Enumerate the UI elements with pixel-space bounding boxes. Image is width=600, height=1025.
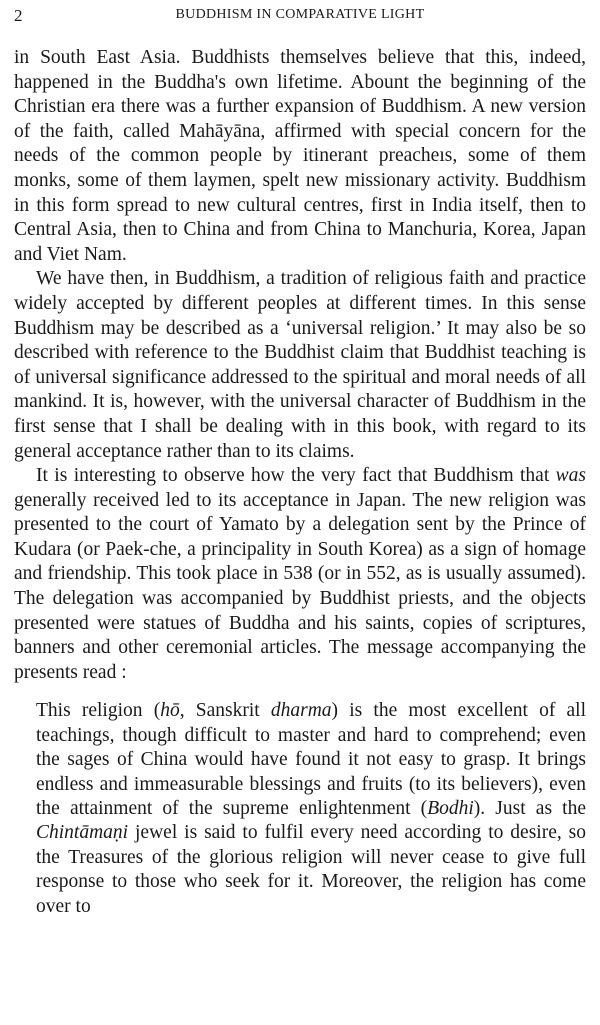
block-quote bbox=[36, 699, 586, 919]
paragraph-2: We have then, in Buddhism, a tradition of religious faith and practice widely accepted by different peoples at different times. In this sense Buddhism may be described as a ‘universal religion.’ It may also be so described with reference to the Buddhist claim that Buddhist teaching is of universal significance addressed to the spiritual and moral needs of all mankind. It is, however, with the universal character of Buddhism in the first sense that I shall be dealing with in this book, with regard to its general acceptance rather than to its claims. bbox=[14, 268, 586, 462]
running-head bbox=[14, 6, 586, 32]
quote-term-bodhi: Bodhi bbox=[427, 798, 474, 820]
quote-part-5: jewel is said to fulfil every need according to desire, so the Treasures of the glorious religion will never cease to give full response to those who seek for it. Moreover, the religion has come over to bbox=[36, 822, 586, 917]
paragraph-3-part-1: It is interesting to observe how the very fact that Buddhism that bbox=[36, 465, 556, 487]
paragraph-3-italic: was bbox=[555, 465, 586, 487]
quote-part-2: , Sanskrit bbox=[179, 700, 271, 722]
quote-part-4: ). Just as the bbox=[473, 798, 586, 820]
quote-term-ho: hō bbox=[160, 700, 180, 722]
paragraph-3-part-2: generally received led to its acceptance in Japan. The new religion was presented to the court of Yamato by a delegation sent by the Prince of Kudara (or Paek-che, a principality in South Korea) as a sign of homage and friendship. This took place in 538 (or in 552, as is usually assumed). The delegation was accompanied by Buddhist priests, and the objects presented were statues of Buddha and his saints, copies of scriptures, banners and other ceremonial articles. The message accompanying the presents read : bbox=[14, 489, 586, 683]
paragraph-3 bbox=[14, 464, 586, 685]
quote-paragraph bbox=[36, 699, 586, 919]
quote-part-1: This religion ( bbox=[36, 700, 161, 722]
page-number: 2 bbox=[14, 6, 23, 25]
quote-part-3: ) is the most excellent of all teachings, though difficult to master and hard to comprehend; even the sages of China would have found it not easy to grasp. It brings endless and immeasurable blessings and fruits (to its believers), even the attainment of the supreme enlightenment ( bbox=[36, 700, 586, 820]
paragraph-1: in South East Asia. Buddhists themselves believe that this, indeed, happened in the Buddha's own lifetime. Abount the beginning of the Christian era there was a further expansion of Buddhism. A new version of the faith, called Mahāyāna, affirmed with special concern for the needs of the common people by itinerant preacheıs, some of them monks, some of them laymen, spelt new missionary activity. Buddhism in this form spread to new cultural centres, first in India itself, then to Central Asia, then to China and from China to Manchuria, Korea, Japan and Viet Nam. bbox=[14, 47, 586, 265]
body-text bbox=[14, 46, 586, 919]
running-title: BUDDHISM IN COMPARATIVE LIGHT bbox=[175, 7, 425, 22]
quote-term-dharma: dharma bbox=[270, 700, 332, 722]
quote-term-chintamani: Chintāmaṇi bbox=[36, 822, 129, 844]
